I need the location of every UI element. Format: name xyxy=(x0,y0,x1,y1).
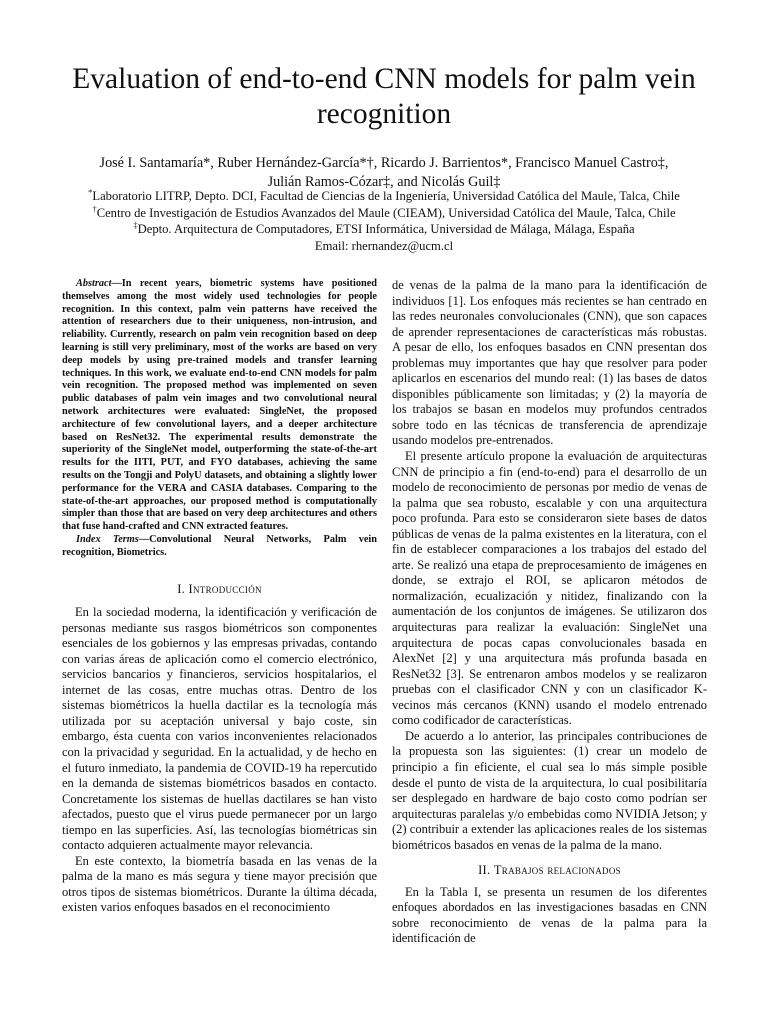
intro-paragraph-4: El presente artículo propone la evaluación de arquitecturas CNN de principio a fin (end-to-end) para el desarrollo de un modelo de reconocimiento de personas por medio de venas de la palma que sea robusto, escalable y con una arquitectura poco profunda. Para esto se consideraron siete bases de datos públicas de venas de la palma existentes en la literatura, con el fin de establecer comparaciones a los trabajos del estado del arte. Se realizó una etapa de preprocesamiento de imágenes en donde, se extrajo el ROI, se aplicaron métodos de normalización, ecualización y nitidez, finalizando con la aumentación de los conjuntos de imágenes. Se utilizaron dos arquitecturas para realizar la evaluación: SingleNet una arquitectura de pocas capas convolucionales basada en AlexNet [2] y una arquitectura más profunda basada en ResNet32 [3]. Se entrenaron ambos modelos y se realizaron pruebas con el clasificador CNN y con un clasificador K-vecinos más cercanos (KNN) usando el modelo entrenado como codificador de características. xyxy=(392,449,707,728)
affiliation-text: Centro de Investigación de Estudios Avanzados del Maule (CIEAM), Universidad Católica del Maule, Talca, Chile xyxy=(96,205,676,220)
left-column xyxy=(62,278,377,916)
abstract xyxy=(62,278,377,534)
index-terms-lead: Index Terms xyxy=(76,533,139,545)
affiliation-mark: ‡ xyxy=(133,220,138,230)
affiliation-1 xyxy=(40,188,728,205)
intro-paragraph-3: de venas de la palma de la mano para la identificación de individuos [1]. Los enfoques más recientes se han centrado en las redes neuronales convolucionales (CNN), que son capaces de aprender representaciones de características más robustas. A pesar de ello, los enfoques basados en CNN presentan dos problemas muy importantes que hay que resolver para poder aplicarlos en escenarios del mundo real: (1) las bases de datos disponibles públicamente son limitadas; y (2) la mayoría de los trabajos se basan en modelos muy profundos centrados sobre todo en las técnicas de transferencia de aprendizaje usando modelos pre-entrenados. xyxy=(392,278,707,448)
affiliation-text: Depto. Arquitectura de Computadores, ETSI Informática, Universidad de Málaga, Málaga, España xyxy=(137,222,635,237)
authors-line-1: José I. Santamaría*, Ruber Hernández-García*†, Ricardo J. Barrientos*, Francisco Manuel Castro‡, xyxy=(99,155,669,171)
affiliations xyxy=(40,188,728,254)
index-terms xyxy=(62,534,377,560)
related-paragraph-1: En la Tabla I, se presenta un resumen de los diferentes enfoques abordados en las investigaciones basadas en CNN sobre reconocimiento de venas de la palma para la identificación de xyxy=(392,884,707,946)
abstract-lead: Abstract xyxy=(76,278,112,289)
section-heading-introduction xyxy=(62,582,377,598)
right-column xyxy=(392,278,707,947)
affiliation-mark: * xyxy=(88,186,93,197)
authors-line-2: Julián Ramos-Cózar‡, and Nicolás Guil‡ xyxy=(267,173,501,190)
section-number: I. xyxy=(177,581,186,596)
intro-paragraph-5: De acuerdo a lo anterior, las principales contribuciones de la propuesta son las siguientes: (1) crear un modelo de principio a fin eficiente, el cual sea lo más simple posible desde el punto de vista de la arquitectura, lo cual posibilitaría ser desplegado en hardware de bajo costo como podrían ser arquitecturas paralelas y/o embebidas como NVIDIA Jetson; y (2) contribuir a extender las aplicaciones reales de los sistemas biométricos basados en venas de la palma de la mano. xyxy=(392,728,707,852)
affiliation-2 xyxy=(40,205,728,222)
affiliation-text: Laboratorio LITRP, Depto. DCI, Facultad de Ciencias de la Ingeniería, Universidad Católica del Maule, Talca, Chile xyxy=(92,189,680,203)
author-list xyxy=(40,154,728,191)
affiliation-3 xyxy=(40,221,728,238)
section-title: Trabajos relacionados xyxy=(493,863,621,878)
email-line: Email: rhernandez@ucm.cl xyxy=(314,238,454,253)
abstract-text: —In recent years, biometric systems have positioned themselves among the most widely used technologies for people recognition. In this context, palm vein patterns have received the attention of researchers due to their uniqueness, non-intrusion, and reliability. Currently, research on palm vein recognition based on deep learning is still very preliminary, most of the works are based on very deep models by using pre-trained models and transfer learning techniques. In this work, we evaluate end-to-end CNN models for palm vein recognition. The proposed method was implemented on seven public databases of palm vein images and two convolutional neural network architectures were evaluated: SingleNet, the proposed architecture of few convolutional layers, and a deeper architecture based on ResNet32. The experimental results demonstrate the superiority of the SingleNet model, outperforming the state-of-the-art results for the IITI, PUT, and FYO databases, achieving the same results on the Tongji and PolyU datasets, and obtaining a slightly lower performance for the VERA and CASIA databases. Comparing to the state-of-the-art approaches, our proposed method is computationally simpler than those that are based on very deep architectures and others that fuse hand-crafted and CNN extracted features. xyxy=(62,278,377,533)
affiliation-mark: † xyxy=(92,203,97,214)
index-terms-text: —Convolutional Neural Networks, Palm vein recognition, Biometrics. xyxy=(62,533,377,558)
paper-title: Evaluation of end-to-end CNN models for palm vein recognition xyxy=(72,63,696,130)
intro-paragraph-2: En este contexto, la biometría basada en las venas de la palma de la mano es más segura y tiene mayor precisión que otros tipos de sistemas biométricos. Durante la última década, existen varios enfoques basados en el reconocimiento xyxy=(62,853,377,915)
section-heading-related-work xyxy=(392,863,707,879)
intro-paragraph-1: En la sociedad moderna, la identificación y verificación de personas mediante sus rasgos biométricos son componentes esenciales de los gobiernos y las empresas privadas, contando con varias áreas de aplicación como el comercio electrónico, servicios bancarios y financieros, servicios hospitalarios, el internet de las cosas, entre muchas otras. Dentro de los sistemas biométricos la huella dactilar es la tecnología más utilizada por su aceptación universal y bajo coste, sin embargo, ésta cuenta con varios inconvenientes relacionados con la privacidad y seguridad. En la actualidad, y de hecho en el futuro inmediato, la pandemia de COVID-19 ha repercutido en la demanda de sistemas biométricos basados en contacto. Concretamente los sistemas de huellas dactilares se han visto afectados, puesto que el virus puede permanecer por un largo tiempo en las superficies. Así, las tecnologías biométricas sin contacto adquieren actualmente mayor relevancia. xyxy=(62,605,377,853)
section-number: II. xyxy=(478,863,491,878)
section-title: Introducción xyxy=(188,581,262,596)
